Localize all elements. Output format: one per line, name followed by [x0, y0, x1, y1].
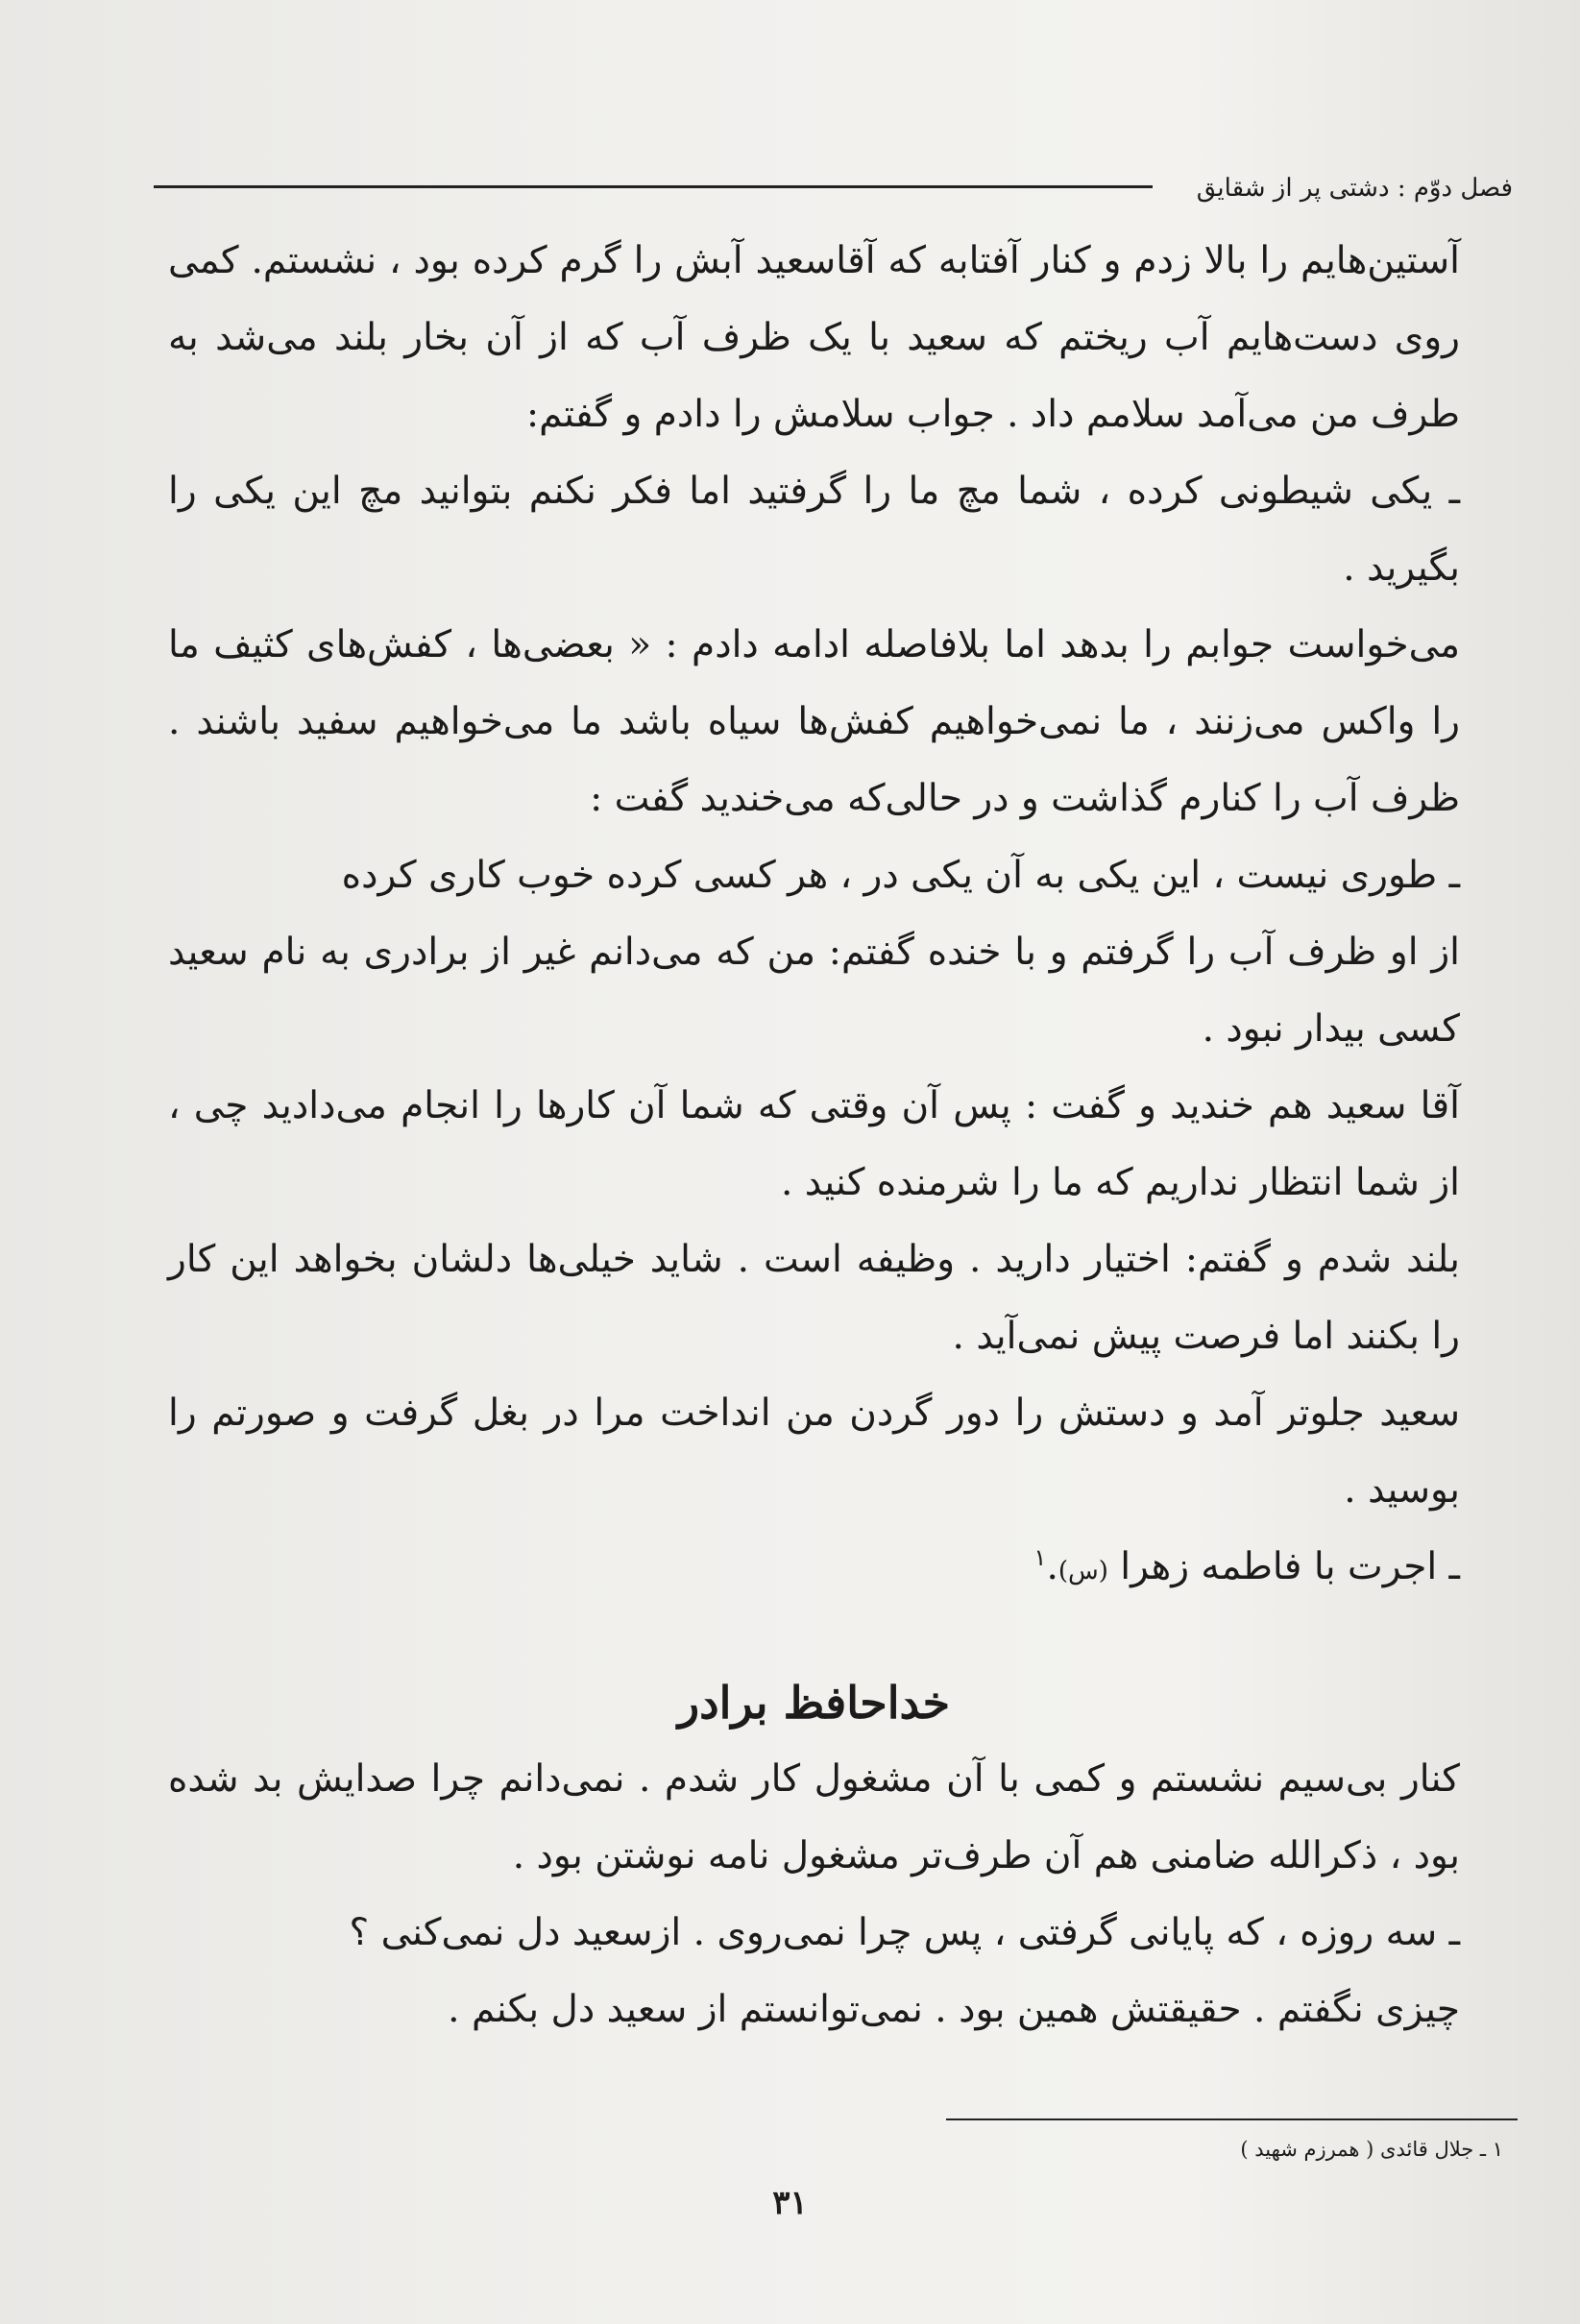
running-header	[154, 169, 1513, 207]
section-paragraph: چیزی نگفتم . حقیقتش همین بود . نمی‌توانستم از سعید دل بکنم .	[448, 1988, 1460, 2031]
paragraph: آقا سعید هم خندید و گفت : پس آن وقتی که شما آن کارها را انجام می‌دادید چی ، از شما انتظار نداریم که ما را شرمنده کنید .	[168, 1084, 1460, 1204]
footnote: ۱ ـ جلال قائدی ( همرزم شهید )	[1240, 2138, 1503, 2161]
paragraph: می‌خواست جوابم را بدهد اما بلافاصله ادامه دادم : « بعضی‌ها ، کفش‌های کثیف ما را واکس می‌زنند ، ما نمی‌خواهیم کفش‌ها سیاه باشد ما می‌خواهیم سفید باشند . ظرف آب را کنارم گذاشت و در حالی‌که می‌خندید گفت :	[168, 623, 1460, 820]
body-text	[168, 223, 1460, 2048]
paragraph: بلند شدم و گفتم: اختیار دارید . وظیفه است . شاید خیلی‌ها دلشان بخواهد این کار را بکنند اما فرصت پیش نمی‌آید .	[168, 1238, 1460, 1358]
last-line-text: ـ اجرت با فاطمه زهرا	[1120, 1545, 1460, 1588]
chapter-title: فصل دوّم : دشتی پر از شقایق	[1196, 174, 1513, 203]
section-paragraph: ـ سه روزه ، که پایانی گرفتی ، پس چرا نمی‌روی . ازسعید دل نمی‌کنی ؟	[349, 1911, 1460, 1954]
section-paragraph: کنار بی‌سیم نشستم و کمی با آن مشغول کار شدم . نمی‌دانم چرا صدایش بد شده بود ، ذکرالله ضامنی هم آن طرف‌تر مشغول نامه نوشتن بود .	[168, 1757, 1460, 1877]
section-heading: خداحافظ برادر	[677, 1677, 951, 1729]
footnote-reference: ۱	[1033, 1544, 1047, 1571]
paragraph: ـ یکی شیطونی کرده ، شما مچ ما را گرفتید اما فکر نکنم بتوانید مچ این یکی را بگیرید .	[168, 470, 1460, 590]
paragraph: سعید جلوتر آمد و دستش را دور گردن من انداخت مرا در بغل گرفت و صورتم را بوسید .	[168, 1392, 1460, 1512]
last-line-end: .	[1046, 1545, 1058, 1588]
paragraph-last	[168, 1529, 1460, 1610]
paragraph: از او ظرف آب را گرفتم و با خنده گفتم: من که می‌دانم غیر از برادری به نام سعید کسی بیدار نبود .	[168, 931, 1460, 1051]
footnote-divider	[946, 2118, 1518, 2120]
paragraph: ـ طوری نیست ، این یکی به آن یکی در ، هر کسی کرده خوب کاری کرده	[341, 854, 1460, 897]
honorific: (س)	[1057, 1557, 1108, 1586]
header-rule	[154, 185, 1153, 188]
paragraph: آستین‌هایم را بالا زدم و کنار آفتابه که آقاسعید آبش را گرم کرده بود ، نشستم. کمی روی دست‌هایم آب ریختم که سعید با یک ظرف آب که از آن بخار بلند می‌شد به طرف من می‌آمد سلامم داد . جواب سلامش را دادم و گفتم:	[168, 239, 1460, 436]
page-number: ۳۱	[772, 2184, 808, 2222]
